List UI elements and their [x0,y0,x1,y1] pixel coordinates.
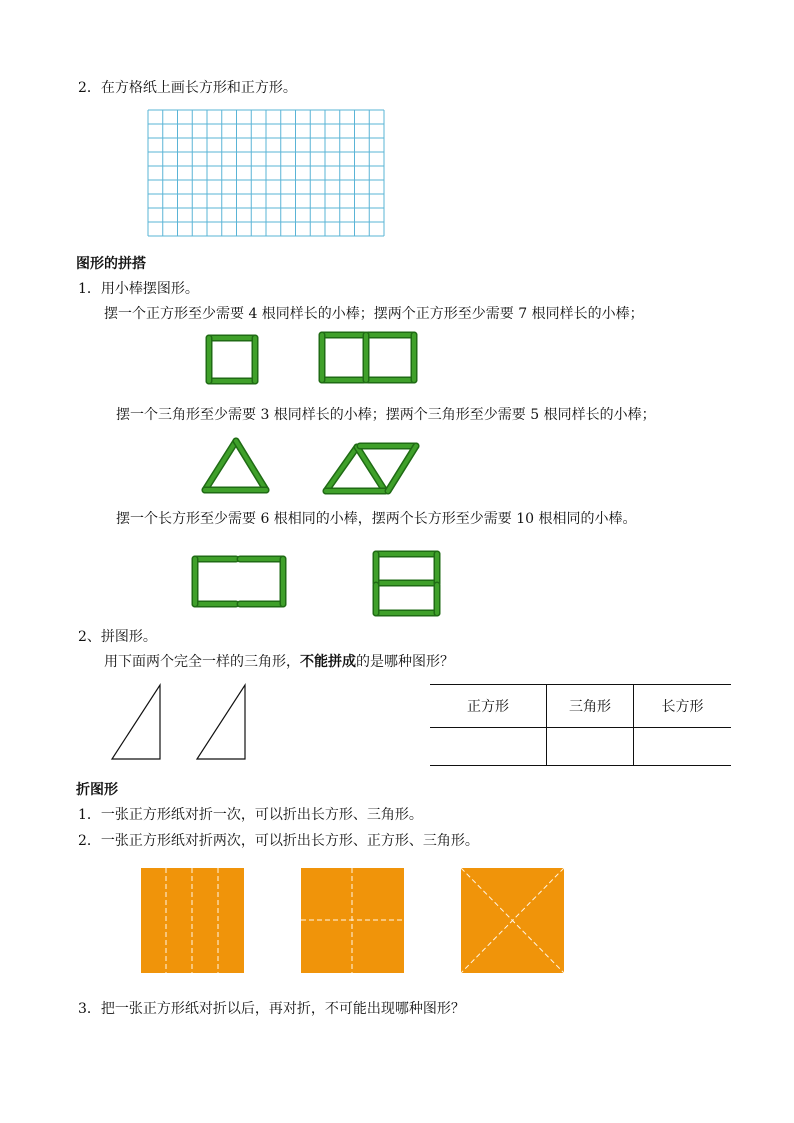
answer-cell[interactable] [430,728,547,766]
stick-square-text: 摆一个正方形至少需要 4 根同样长的小棒；摆两个正方形至少需要 7 根同样长的小棒； [104,306,644,322]
section-heading-build: 图形的拼搭 [76,256,146,272]
combine-question [104,653,454,671]
folded-paper-vertical [141,868,244,973]
fold-item-1: 1．一张正方形纸对折一次，可以折出长方形、三角形。 [78,807,423,823]
question-bold: 不能拼成 [300,654,356,670]
stick-triangle-text: 摆一个三角形至少需要 3 根同样长的小棒；摆两个三角形至少需要 5 根同样长的小棒； [116,407,656,423]
build-item-1: 1．用小棒摆图形。 [78,281,199,297]
answer-table [430,684,731,766]
build-item-2: 2、拼图形。 [78,629,157,645]
stick [205,441,236,490]
answer-cell[interactable] [634,728,732,766]
folded-paper-diagonal [461,868,564,973]
question-prefix: 用下面两个完全一样的三角形， [104,654,300,670]
question-suffix: 的是哪种图形？ [356,654,454,670]
stick [236,441,266,490]
stick [357,447,385,491]
grid-instruction: 2．在方格纸上画长方形和正方形。 [78,80,297,96]
answer-header-rectangle: 长方形 [634,685,732,728]
stick [388,446,416,491]
fold-item-2: 2．一张正方形纸对折两次，可以折出长方形、正方形、三角形。 [78,833,479,849]
answer-table-blank-row [430,728,731,766]
answer-cell[interactable] [547,728,634,766]
stick [326,447,357,491]
answer-table-header-row [430,685,731,728]
right-triangle-1 [112,685,160,759]
folded-paper-cross [301,868,404,973]
fold-item-3: 3．把一张正方形纸对折以后，再对折，不可能出现哪种图形？ [78,1001,465,1017]
section-heading-fold: 折图形 [76,782,118,798]
folded-papers [0,866,794,978]
answer-header-triangle: 三角形 [547,685,634,728]
two-triangles [100,684,280,764]
stick-rect-text: 摆一个长方形至少需要 6 根相同的小棒，摆两个长方形至少需要 10 根相同的小棒。 [116,511,637,527]
answer-header-square: 正方形 [430,685,547,728]
right-triangle-2 [197,685,245,759]
